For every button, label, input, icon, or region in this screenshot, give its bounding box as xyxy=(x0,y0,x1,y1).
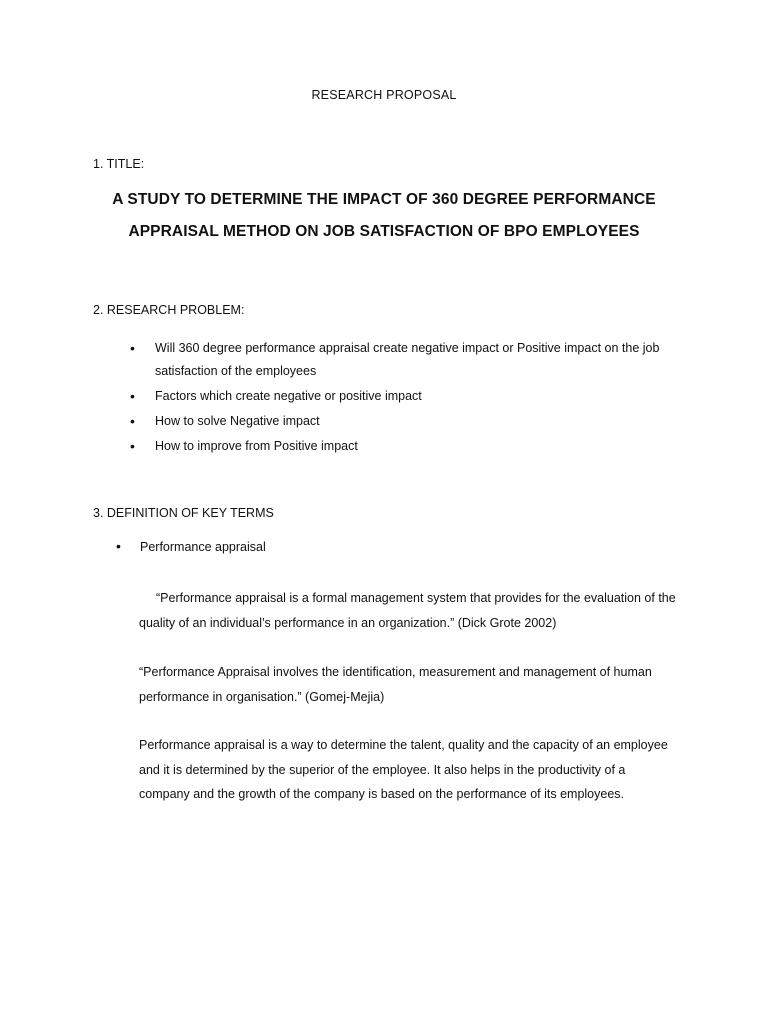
proposal-title-line-1: A STUDY TO DETERMINE THE IMPACT OF 360 DEGREE PERFORMANCE xyxy=(112,191,656,208)
list-item xyxy=(130,385,675,408)
document-title: RESEARCH PROPOSAL xyxy=(311,88,457,102)
research-problem-list xyxy=(130,337,675,460)
bullet-icon: • xyxy=(130,438,135,454)
list-item xyxy=(130,337,675,383)
key-term-label: Performance appraisal xyxy=(140,540,266,554)
list-item xyxy=(130,435,675,458)
definition-paragraph-2: “Performance Appraisal involves the identification, measurement and management of human performance in organisation.” (Gomej-Mejia) xyxy=(139,665,652,704)
section-title-heading: 1. TITLE: xyxy=(93,157,145,171)
definition-paragraph-1: “Performance appraisal is a formal management system that provides for the evaluation of the quality of an individual’s performance in an organization.” (Dick Grote 2002) xyxy=(139,591,676,630)
list-item-text: Will 360 degree performance appraisal create negative impact or Positive impact on the job satisfaction of the employees xyxy=(155,341,660,378)
bullet-icon: • xyxy=(116,538,121,554)
bullet-icon: • xyxy=(130,340,135,356)
proposal-title-line-2: APPRAISAL METHOD ON JOB SATISFACTION OF BPO EMPLOYEES xyxy=(128,223,640,240)
list-item-text: Factors which create negative or positive impact xyxy=(155,389,422,403)
list-item-text: How to solve Negative impact xyxy=(155,414,320,428)
list-item xyxy=(130,410,675,433)
list-item-text: How to improve from Positive impact xyxy=(155,439,358,453)
section-key-terms-heading: 3. DEFINITION OF KEY TERMS xyxy=(93,506,274,520)
bullet-icon: • xyxy=(130,413,135,429)
definition-paragraph-3: Performance appraisal is a way to determine the talent, quality and the capacity of an employee and it is determined by the superior of the employee. It also helps in the productivity of a company and the growth of the company is based on the performance of its employees. xyxy=(139,738,668,801)
key-term-item xyxy=(116,538,266,554)
bullet-icon: • xyxy=(130,388,135,404)
section-research-problem-heading: 2. RESEARCH PROBLEM: xyxy=(93,303,245,317)
